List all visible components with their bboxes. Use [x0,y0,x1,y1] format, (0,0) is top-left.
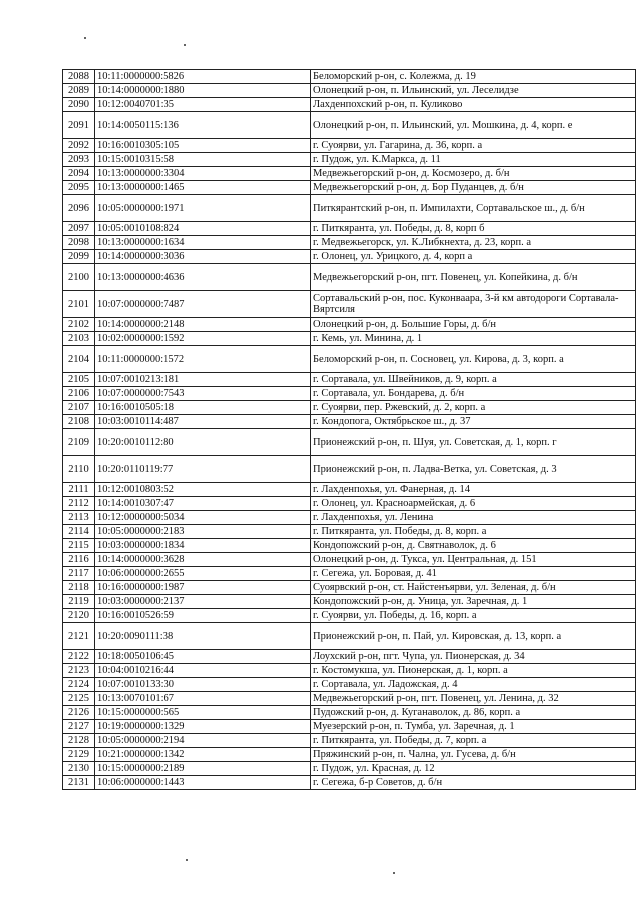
table-row [63,748,636,762]
table-row [63,706,636,720]
address-cell: г. Суоярви, ул. Гагарина, д. 36, корп. а [311,139,636,153]
table-row [63,650,636,664]
table-row [63,511,636,525]
row-number-cell: 2114 [63,525,95,539]
row-number-cell: 2098 [63,236,95,250]
cadastral-number-cell: 10:06:0000000:1443 [95,776,311,790]
table-body [63,70,636,790]
address-cell: г. Сортавала, ул. Бондарева, д. б/н [311,387,636,401]
table-row [63,678,636,692]
cadastral-number-cell: 10:13:0000000:4636 [95,264,311,291]
table-row [63,720,636,734]
table-row [63,70,636,84]
cadastral-number-cell: 10:14:0000000:2148 [95,318,311,332]
address-cell: Олонецкий р-он, д. Тукса, ул. Центральная, д. 151 [311,553,636,567]
address-cell: Прионежский р-он, п. Ладва-Ветка, ул. Советская, д. 3 [311,456,636,483]
cadastral-number-cell: 10:05:0000000:2183 [95,525,311,539]
table-row [63,581,636,595]
cadastral-number-cell: 10:14:0010307:47 [95,497,311,511]
property-registry-table [62,69,636,790]
row-number-cell: 2120 [63,609,95,623]
table-row [63,415,636,429]
address-cell: Пудожский р-он, д. Куганаволок, д. 86, корп. а [311,706,636,720]
address-cell: г. Олонец, ул. Красноармейская, д. 6 [311,497,636,511]
address-cell: Олонецкий р-он, д. Большие Горы, д. б/н [311,318,636,332]
row-number-cell: 2124 [63,678,95,692]
cadastral-number-cell: 10:06:0000000:2655 [95,567,311,581]
table-row [63,525,636,539]
table-row [63,291,636,318]
table-row [63,139,636,153]
address-cell: г. Лахденпохья, ул. Фанерная, д. 14 [311,483,636,497]
cadastral-number-cell: 10:12:0040701:35 [95,98,311,112]
scan-speck [184,44,186,46]
row-number-cell: 2095 [63,181,95,195]
table-row [63,153,636,167]
cadastral-number-cell: 10:16:0010305:105 [95,139,311,153]
table-row [63,387,636,401]
address-cell: Беломорский р-он, с. Колежма, д. 19 [311,70,636,84]
row-number-cell: 2122 [63,650,95,664]
table-row [63,84,636,98]
row-number-cell: 2097 [63,222,95,236]
address-cell: Суоярвский р-он, ст. Найстенъярви, ул. Зеленая, д. б/н [311,581,636,595]
cadastral-number-cell: 10:20:0090111:38 [95,623,311,650]
row-number-cell: 2105 [63,373,95,387]
table-row [63,595,636,609]
row-number-cell: 2116 [63,553,95,567]
row-number-cell: 2092 [63,139,95,153]
address-cell: Кондопожский р-он, д. Святнаволок, д. 6 [311,539,636,553]
address-cell: Олонецкий р-он, п. Ильинский, ул. Мошкина, д. 4, корп. е [311,112,636,139]
cadastral-number-cell: 10:05:0000000:1971 [95,195,311,222]
row-number-cell: 2119 [63,595,95,609]
address-cell: г. Пудож, ул. Красная, д. 12 [311,762,636,776]
address-cell: г. Питкяранта, ул. Победы, д. 8, корп. а [311,525,636,539]
table-row [63,195,636,222]
cadastral-number-cell: 10:15:0000000:565 [95,706,311,720]
address-cell: г. Олонец, ул. Урицкого, д. 4, корп а [311,250,636,264]
address-cell: Медвежьегорский р-он, д. Бор Пуданцев, д. б/н [311,181,636,195]
table-row [63,609,636,623]
table-row [63,776,636,790]
address-cell: Медвежьегорский р-он, д. Космозеро, д. б/н [311,167,636,181]
address-cell: г. Медвежьегорск, ул. К.Либкнехта, д. 23, корп. а [311,236,636,250]
address-cell: Олонецкий р-он, п. Ильинский, ул. Леселидзе [311,84,636,98]
table-row [63,346,636,373]
row-number-cell: 2118 [63,581,95,595]
row-number-cell: 2115 [63,539,95,553]
cadastral-number-cell: 10:14:0000000:1880 [95,84,311,98]
cadastral-number-cell: 10:18:0050106:45 [95,650,311,664]
table-row [63,497,636,511]
row-number-cell: 2113 [63,511,95,525]
row-number-cell: 2102 [63,318,95,332]
cadastral-number-cell: 10:04:0010216:44 [95,664,311,678]
address-cell: Питкярантский р-он, п. Импилахти, Сортавальское ш., д. б/н [311,195,636,222]
address-cell: г. Питкяранта, ул. Победы, д. 7, корп. а [311,734,636,748]
row-number-cell: 2090 [63,98,95,112]
address-cell: Прионежский р-он, п. Шуя, ул. Советская, д. 1, корп. г [311,429,636,456]
cadastral-number-cell: 10:16:0000000:1987 [95,581,311,595]
address-cell: Беломорский р-он, п. Сосновец, ул. Кирова, д. 3, корп. а [311,346,636,373]
cadastral-number-cell: 10:07:0010213:181 [95,373,311,387]
cadastral-number-cell: 10:15:0010315:58 [95,153,311,167]
address-cell: Прионежский р-он, п. Пай, ул. Кировская, д. 13, корп. а [311,623,636,650]
row-number-cell: 2103 [63,332,95,346]
row-number-cell: 2129 [63,748,95,762]
cadastral-number-cell: 10:02:0000000:1592 [95,332,311,346]
address-cell: г. Костомукша, ул. Пионерская, д. 1, корп. а [311,664,636,678]
row-number-cell: 2101 [63,291,95,318]
address-cell: Сортавальский р-он, пос. Куконваара, 3-й км автодороги Сортавала-Вяртсиля [311,291,636,318]
address-cell: Пряжинский р-он, п. Чална, ул. Гусева, д. б/н [311,748,636,762]
table-row [63,567,636,581]
cadastral-number-cell: 10:03:0000000:1834 [95,539,311,553]
address-cell: Лахденпохский р-он, п. Куликово [311,98,636,112]
table-row [63,483,636,497]
cadastral-number-cell: 10:13:0000000:3304 [95,167,311,181]
table-row [63,332,636,346]
table-row [63,429,636,456]
address-cell: г. Суоярви, ул. Победы, д. 16, корп. а [311,609,636,623]
row-number-cell: 2117 [63,567,95,581]
row-number-cell: 2130 [63,762,95,776]
cadastral-number-cell: 10:20:0110119:77 [95,456,311,483]
table-row [63,734,636,748]
table-row [63,664,636,678]
row-number-cell: 2088 [63,70,95,84]
table-row [63,373,636,387]
address-cell: г. Сортавала, ул. Ладожская, д. 4 [311,678,636,692]
cadastral-number-cell: 10:19:0000000:1329 [95,720,311,734]
table-row [63,250,636,264]
address-cell: Кондопожский р-он, д. Уница, ул. Заречная, д. 1 [311,595,636,609]
cadastral-number-cell: 10:14:0000000:3036 [95,250,311,264]
cadastral-number-cell: 10:16:0010505:18 [95,401,311,415]
table-row [63,456,636,483]
cadastral-number-cell: 10:11:0000000:5826 [95,70,311,84]
cadastral-number-cell: 10:13:0070101:67 [95,692,311,706]
row-number-cell: 2110 [63,456,95,483]
cadastral-number-cell: 10:03:0010114:487 [95,415,311,429]
cadastral-number-cell: 10:12:0010803:52 [95,483,311,497]
address-cell: г. Лахденпохья, ул. Ленина [311,511,636,525]
scan-speck [393,872,395,874]
address-cell: Медвежьегорский р-он, пгт. Повенец, ул. Ленина, д. 32 [311,692,636,706]
row-number-cell: 2096 [63,195,95,222]
row-number-cell: 2111 [63,483,95,497]
table-row [63,692,636,706]
row-number-cell: 2128 [63,734,95,748]
row-number-cell: 2112 [63,497,95,511]
cadastral-number-cell: 10:21:0000000:1342 [95,748,311,762]
row-number-cell: 2109 [63,429,95,456]
cadastral-number-cell: 10:11:0000000:1572 [95,346,311,373]
cadastral-number-cell: 10:07:0010133:30 [95,678,311,692]
cadastral-number-cell: 10:05:0000000:2194 [95,734,311,748]
table-row [63,539,636,553]
table-row [63,318,636,332]
row-number-cell: 2093 [63,153,95,167]
cadastral-number-cell: 10:03:0000000:2137 [95,595,311,609]
table-row [63,98,636,112]
table-row [63,762,636,776]
table-row [63,112,636,139]
table-row [63,181,636,195]
cadastral-number-cell: 10:15:0000000:2189 [95,762,311,776]
address-cell: Лоухский р-он, пгт. Чупа, ул. Пионерская, д. 34 [311,650,636,664]
address-cell: г. Сегежа, ул. Боровая, д. 41 [311,567,636,581]
cadastral-number-cell: 10:14:0000000:3628 [95,553,311,567]
row-number-cell: 2123 [63,664,95,678]
row-number-cell: 2104 [63,346,95,373]
address-cell: г. Кондопога, Октябрьское ш., д. 37 [311,415,636,429]
cadastral-number-cell: 10:16:0010526:59 [95,609,311,623]
cadastral-number-cell: 10:13:0000000:1465 [95,181,311,195]
scan-speck [186,859,188,861]
row-number-cell: 2099 [63,250,95,264]
row-number-cell: 2094 [63,167,95,181]
scan-speck [84,37,86,39]
table-row [63,401,636,415]
row-number-cell: 2126 [63,706,95,720]
cadastral-number-cell: 10:14:0050115:136 [95,112,311,139]
table-row [63,236,636,250]
cadastral-number-cell: 10:13:0000000:1634 [95,236,311,250]
cadastral-number-cell: 10:12:0000000:5034 [95,511,311,525]
address-cell: г. Сортавала, ул. Швейников, д. 9, корп. а [311,373,636,387]
row-number-cell: 2107 [63,401,95,415]
cadastral-number-cell: 10:07:0000000:7487 [95,291,311,318]
address-cell: Муезерский р-он, п. Тумба, ул. Заречная, д. 1 [311,720,636,734]
table-row [63,623,636,650]
address-cell: г. Питкяранта, ул. Победы, д. 8, корп б [311,222,636,236]
row-number-cell: 2125 [63,692,95,706]
table-row [63,553,636,567]
cadastral-number-cell: 10:20:0010112:80 [95,429,311,456]
cadastral-number-cell: 10:05:0010108:824 [95,222,311,236]
address-cell: г. Кемь, ул. Минина, д. 1 [311,332,636,346]
row-number-cell: 2108 [63,415,95,429]
row-number-cell: 2100 [63,264,95,291]
address-cell: г. Пудож, ул. К.Маркса, д. 11 [311,153,636,167]
table-row [63,167,636,181]
row-number-cell: 2127 [63,720,95,734]
address-cell: г. Суоярви, пер. Ржевский, д. 2, корп. а [311,401,636,415]
row-number-cell: 2091 [63,112,95,139]
table-row [63,264,636,291]
address-cell: Медвежьегорский р-он, пгт. Повенец, ул. Копейкина, д. б/н [311,264,636,291]
row-number-cell: 2131 [63,776,95,790]
row-number-cell: 2089 [63,84,95,98]
address-cell: г. Сегежа, б-р Советов, д. б/н [311,776,636,790]
cadastral-number-cell: 10:07:0000000:7543 [95,387,311,401]
row-number-cell: 2121 [63,623,95,650]
row-number-cell: 2106 [63,387,95,401]
table-row [63,222,636,236]
